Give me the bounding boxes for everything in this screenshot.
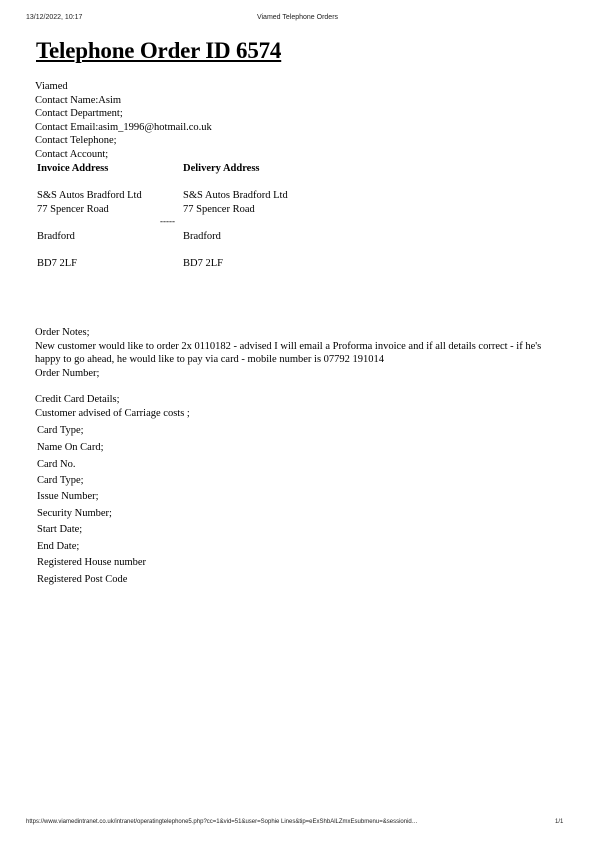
company-name: Viamed	[35, 81, 68, 92]
contact-account: Contact Account;	[35, 149, 109, 160]
contact-name: Contact Name:Asim	[35, 95, 122, 106]
card-number-label: Card No.	[37, 459, 76, 470]
order-title: Telephone Order ID 6574	[36, 38, 282, 63]
page-number: 1/1	[555, 819, 564, 825]
delivery-company: S&S Autos Bradford Ltd	[183, 190, 288, 201]
print-url: https://www.viamedintranet.co.uk/intranet/operatingtelephone5.php?cc=1&vid=51&user=Sophie Lines&tip=eExShbAlLZmxEsubmenu=&sessionid…	[26, 819, 418, 825]
carriage-costs-label: Customer advised of Carriage costs ;	[35, 408, 190, 419]
issue-number-label: Issue Number;	[37, 491, 99, 502]
registered-house-number-label: Registered House number	[37, 557, 147, 568]
invoice-company: S&S Autos Bradford Ltd	[37, 190, 142, 201]
order-notes-label: Order Notes;	[35, 327, 90, 338]
delivery-city: Bradford	[183, 231, 221, 242]
address-separator: -----	[160, 216, 175, 226]
delivery-address-heading: Delivery Address	[183, 163, 260, 174]
name-on-card-label: Name On Card;	[37, 442, 104, 453]
delivery-postcode: BD7 2LF	[183, 258, 223, 269]
invoice-address-heading: Invoice Address	[37, 163, 109, 174]
order-number-label: Order Number;	[35, 368, 100, 379]
card-type-label-2: Card Type;	[37, 475, 84, 486]
card-type-label: Card Type;	[37, 425, 84, 436]
start-date-label: Start Date;	[37, 524, 83, 535]
contact-department: Contact Department;	[35, 108, 123, 119]
invoice-street: 77 Spencer Road	[37, 204, 109, 215]
credit-card-details-label: Credit Card Details;	[35, 394, 120, 405]
contact-telephone: Contact Telephone;	[35, 135, 117, 146]
contact-email: Contact Email:asim_1996@hotmail.co.uk	[35, 122, 212, 133]
invoice-postcode: BD7 2LF	[37, 258, 77, 269]
invoice-city: Bradford	[37, 231, 75, 242]
delivery-street: 77 Spencer Road	[183, 204, 255, 215]
security-number-label: Security Number;	[37, 508, 112, 519]
registered-post-code-label: Registered Post Code	[37, 574, 128, 585]
print-datetime: 13/12/2022, 10:17	[26, 14, 83, 21]
order-notes-text: New customer would like to order 2x 0110182 - advised I will email a Proforma invoice and if all details correct - if he's happy to go ahead, he would like to pay via card - mobile number is 07792 191014	[35, 341, 542, 365]
print-page-title: Viamed Telephone Orders	[256, 14, 339, 21]
end-date-label: End Date;	[37, 541, 80, 552]
